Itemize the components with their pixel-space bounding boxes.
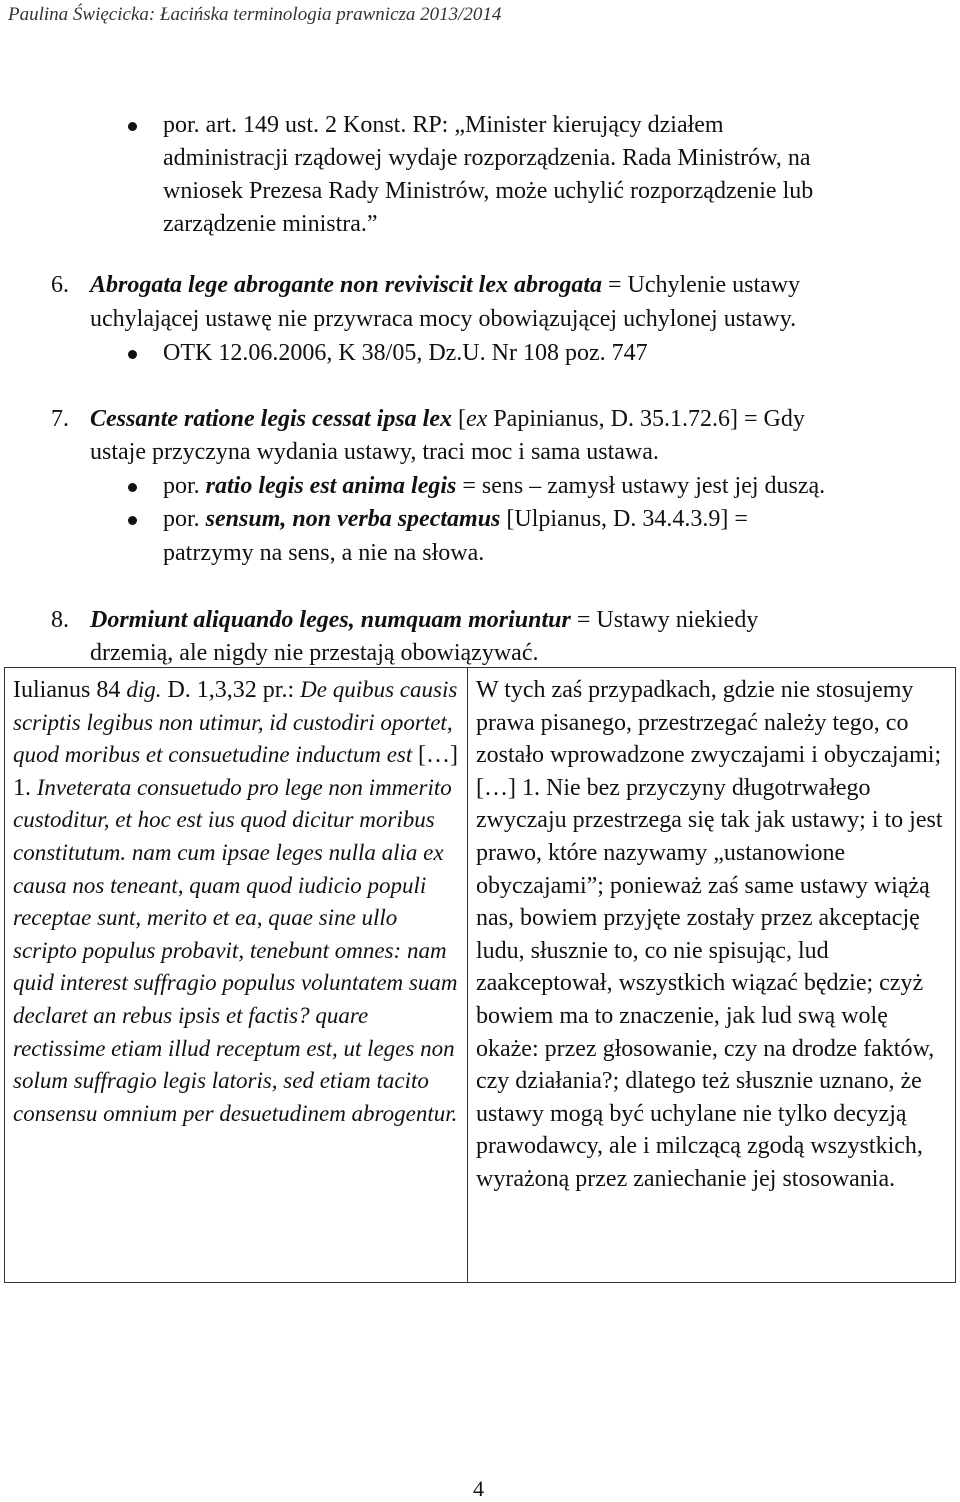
otk-reference: OTK 12.06.2006, K 38/05, Dz.U. Nr 108 poz. 747	[163, 340, 648, 366]
item-number: 7.	[51, 406, 69, 432]
translation: = sens – zamysł ustawy jest jej duszą.	[456, 473, 826, 499]
source-prefix: Iulianus 84	[13, 677, 127, 703]
item-8-line-1	[90, 604, 758, 637]
translation-line-2: uchylającej ustawę nie przywraca mocy obowiązującej uchylonej ustawy.	[90, 306, 797, 332]
latin-passage-1: De quibus causis scriptis legibus non utimur, id custodiri oportet, quod moribus et consuetudine inductum est	[13, 677, 458, 768]
bullet-dot	[128, 516, 137, 525]
maxim-text: ratio legis est anima legis	[205, 473, 457, 499]
constitution-line-4: zarządzenie ministra.”	[163, 211, 378, 237]
latin-passage-2: Inveterata consuetudo pro lege non immerito custoditur, et hoc est ius quod dicitur moribus constitutum. nam cum ipsae leges nulla alia ex causa nos teneant, quam quod iudicio populi receptae sunt, merito et ea, quae sine ullo scripto populus probavit, tenebunt omnes: nam quid interest suffragio populus voluntatem suam declaret an rebus ipsis et factis? quare rectissime etiam illud receptum est, ut leges non solum suffragio legis latoris, sed etiam tacito consensu omnium per desuetudinem abrogentur.	[13, 774, 458, 1126]
bullet-dot	[128, 350, 137, 359]
ref-ex: ex	[466, 406, 488, 432]
item-number: 8.	[51, 607, 69, 633]
sensum-line	[163, 503, 748, 536]
translation-line-2: drzemią, ale nigdy nie przestają obowiązywać.	[90, 640, 539, 666]
page-number: 4	[473, 1476, 484, 1501]
translation-start: = Ustawy niekiedy	[570, 607, 759, 633]
latin-column	[5, 668, 468, 1283]
maxim-text: Abrogata lege abrogante non reviviscit lex abrogata	[90, 272, 602, 298]
item-6-line-1	[90, 269, 800, 302]
translation-line-2: ustaje przyczyna wydania ustawy, traci moc i sama ustawa.	[90, 439, 659, 465]
ref-papinianus: Papinianus, D. 35.1.72.6] = Gdy	[487, 406, 805, 432]
citation-table	[4, 667, 956, 1283]
constitution-line-2: administracji rządowej wydaje rozporządzenia. Rada Ministrów, na	[163, 145, 811, 171]
polish-translation: W tych zaś przypadkach, gdzie nie stosujemy prawa pisanego, przestrzegać należy tego, co zostało wprowadzone zwyczajami i obyczajami; […] 1. Nie bez przyczyny długotrwałego zwyczaju przestrzega się tak jak ustawy; i to jest prawo, które nazywamy „ustanowione obyczajami”; ponieważ zaś same ustawy wiążą nas, bowiem przyjęte zostały przez akceptację ludu, słusznie to, co nie spisując, lud zaakceptował, wszystkich wiązać będzie; czyż bowiem ma to znaczenie, jak lud swą wolę okaże: przez głosowanie, czy na drodze faktów, czy działania?; dlatego też słusznie uznano, że ustawy mogą być uchylane nie tylko decyzją prawodawcy, ale i milczącą zgodą wszystkich, wyrażoną przez zaniechanie jej stosowania.	[476, 677, 943, 1192]
constitution-line-3: wniosek Prezesa Rady Ministrów, może uchylić rozporządzenie lub	[163, 178, 814, 204]
bullet-dot	[128, 122, 137, 131]
translation-start: = Uchylenie ustawy	[601, 272, 801, 298]
item-number: 6.	[51, 272, 69, 298]
por-label: por.	[163, 473, 206, 499]
latin-ellipsis: […] 1.	[13, 742, 458, 801]
bullet-dot	[128, 483, 137, 492]
por-label: por.	[163, 506, 206, 532]
latin-text	[13, 674, 459, 1130]
maxim-text: Dormiunt aliquando leges, numquam moriuntur	[90, 607, 571, 633]
ref-bracket: [	[452, 406, 466, 432]
constitution-line-1: por. art. 149 ust. 2 Konst. RP: „Minister kierujący działem	[163, 112, 724, 138]
ulpianus-ref: [Ulpianus, D. 34.4.3.9] =	[500, 506, 748, 532]
item-7-line-1	[90, 403, 805, 436]
sensum-translation: patrzymy na sens, a nie na słowa.	[163, 540, 485, 566]
source-dig: dig.	[126, 677, 162, 702]
maxim-text: Cessante ratione legis cessat ipsa lex	[90, 406, 452, 432]
ratio-legis-line	[163, 470, 825, 503]
maxim-text: sensum, non verba spectamus	[205, 506, 501, 532]
source-ref: D. 1,3,32 pr.:	[161, 677, 301, 703]
polish-column	[468, 668, 956, 1283]
running-header: Paulina Święcicka: Łacińska terminologia prawnicza 2013/2014	[8, 4, 502, 25]
